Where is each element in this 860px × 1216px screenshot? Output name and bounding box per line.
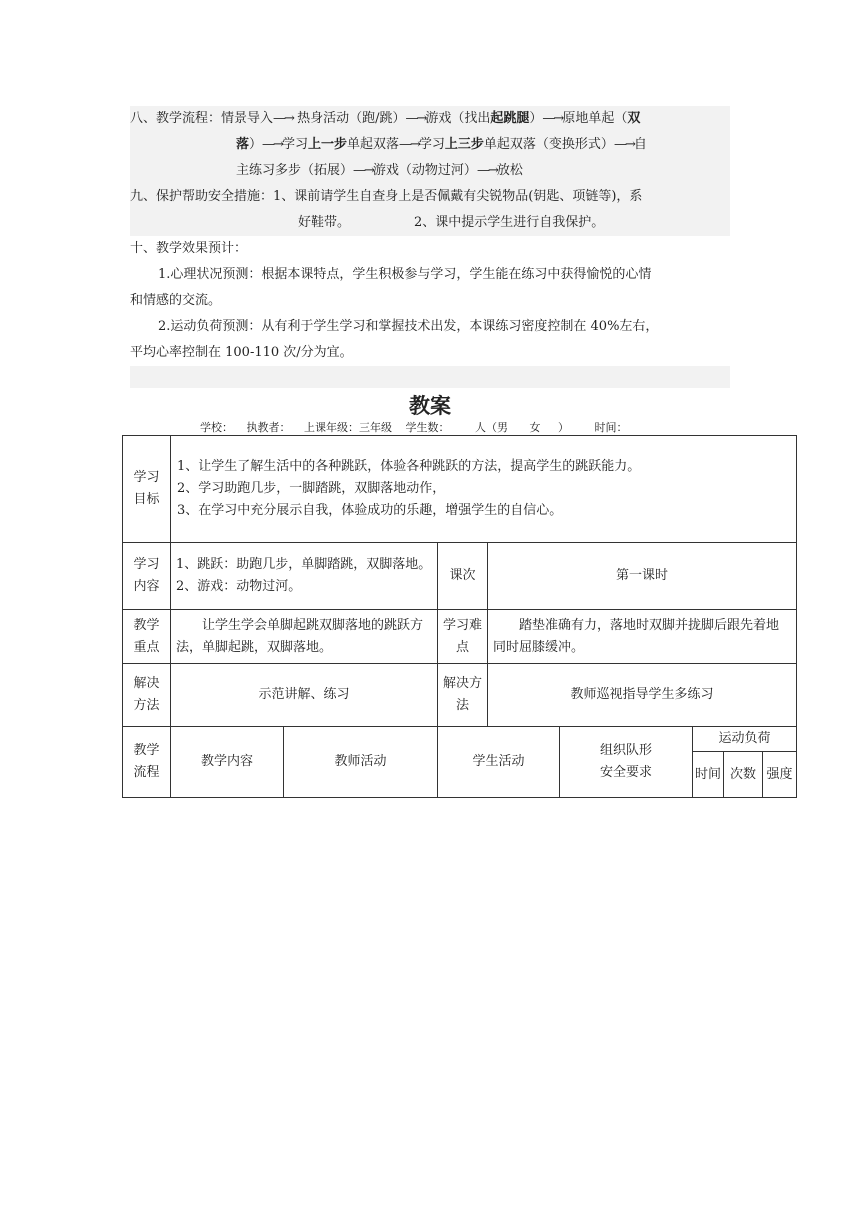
- safety-line-2: 好鞋带。 2、课中提示学生进行自我保护。: [298, 215, 605, 230]
- flow-line-2: 落）—→学习上一步单起双落—→学习上三步单起双落（变换形式）—→自: [236, 137, 647, 152]
- content-label: 学习内容: [123, 543, 171, 610]
- safety-line-1: 九、保护帮助安全措施：1、课前请学生自查身上是否佩戴有尖锐物品(钥匙、项链等)，系: [130, 189, 643, 204]
- meta-time: 时间：: [594, 421, 628, 434]
- solution2-value: 教师巡视指导学生多练习: [488, 664, 797, 727]
- effect-load-2: 平均心率控制在 100-110 次/分为宜。: [130, 345, 353, 360]
- content-item-1: 1、跳跃：助跑几步，单脚踏跳，双脚落地。: [176, 557, 432, 572]
- arrow-icon: —→: [273, 111, 293, 126]
- meta-teacher: 执教者：: [246, 421, 291, 434]
- header-time: 时间: [693, 752, 724, 798]
- arrow-icon: —→: [476, 163, 497, 178]
- difficulty-value: 踏垫准确有力，落地时双脚并拢脚后跟先着地同时屈膝缓冲。: [488, 610, 797, 664]
- key-point-label: 教学重点: [123, 610, 171, 664]
- meta-school: 学校：: [200, 421, 233, 434]
- goals-cell: [171, 436, 797, 543]
- header-content: 教学内容: [171, 727, 284, 798]
- goal-item-1: 1、让学生了解生活中的各种跳跃，体验各种跳跃的方法，提高学生的跳跃能力。: [177, 459, 641, 474]
- solution-value: 示范讲解、练习: [171, 664, 438, 727]
- header-student: 学生活动: [438, 727, 560, 798]
- header-intensity: 强度: [763, 752, 797, 798]
- table-row-goals: [123, 436, 797, 543]
- flow-line-1: 八、教学流程：情景导入—→ 热身活动（跑/跳）—→游戏（找出起跳腿）—→原地单起（双: [130, 111, 641, 126]
- lesson-value: 第一课时: [488, 543, 797, 610]
- arrow-icon: —→: [262, 137, 282, 152]
- effect-psych-2: 和情感的交流。: [130, 293, 222, 308]
- solution2-label: 解决方法: [438, 664, 488, 727]
- section-effect: [130, 236, 730, 366]
- arrow-icon: —→: [613, 137, 634, 152]
- meta-student-count: 学生数：: [405, 421, 450, 434]
- effect-psych-1: 1.心理状况预测：根据本课特点，学生积极参与学习，学生能在练习中获得愉悦的心情: [158, 267, 652, 282]
- page-title: 教案: [409, 394, 451, 418]
- effect-load-1: 2.运动负荷预测：从有利于学生学习和掌握技术出发，本课练习密度控制在 40%左右，: [158, 319, 659, 334]
- lesson-plan-table: [122, 435, 797, 798]
- table-row-solution: [123, 664, 797, 727]
- lesson-meta: [200, 419, 638, 435]
- difficulty-label: 学习难点: [438, 610, 488, 664]
- flow-label: 教学流程: [123, 727, 171, 798]
- flow-line-3: 主练习多步（拓展）—→游戏（动物过河）—→放松: [236, 163, 523, 178]
- content-cell: [171, 543, 438, 610]
- key-point-value: 让学生学会单脚起跳双脚落地的跳跃方法，单脚起跳，双脚落地。: [171, 610, 438, 664]
- arrow-icon: —→: [542, 111, 563, 126]
- header-org-line-2: 安全要求: [599, 765, 652, 780]
- solution-label: 解决方法: [123, 664, 171, 727]
- table-row-content: [123, 543, 797, 610]
- arrow-icon: —→: [398, 137, 419, 152]
- section-teaching-flow: [130, 106, 730, 184]
- meta-female: 女: [529, 421, 541, 434]
- header-org-line-1: 组织队形: [599, 743, 652, 758]
- header-load: 运动负荷: [693, 727, 797, 752]
- arrow-icon: —→: [353, 163, 373, 178]
- goal-item-2: 2、学习助跑几步，一脚踏跳，双脚落地动作，: [177, 481, 446, 496]
- shaded-spacer: [130, 366, 730, 388]
- header-organization: [560, 727, 693, 798]
- table-row-header-1: [123, 727, 797, 752]
- arrow-icon: —→: [405, 111, 426, 126]
- content-item-2: 2、游戏：动物过河。: [176, 579, 302, 594]
- table-row-key: [123, 610, 797, 664]
- section-safety: [130, 184, 730, 236]
- lesson-label: 课次: [438, 543, 488, 610]
- meta-people: 人（男: [475, 421, 508, 434]
- goal-item-3: 3、在学习中充分展示自我，体验成功的乐趣，增强学生的自信心。: [177, 503, 563, 518]
- meta-close: ）: [558, 421, 569, 434]
- goals-label: 学习目标: [123, 436, 171, 543]
- meta-grade: 上课年级：三年级: [304, 421, 392, 434]
- header-times: 次数: [724, 752, 763, 798]
- header-teacher: 教师活动: [284, 727, 438, 798]
- effect-heading: 十、教学效果预计：: [130, 241, 248, 256]
